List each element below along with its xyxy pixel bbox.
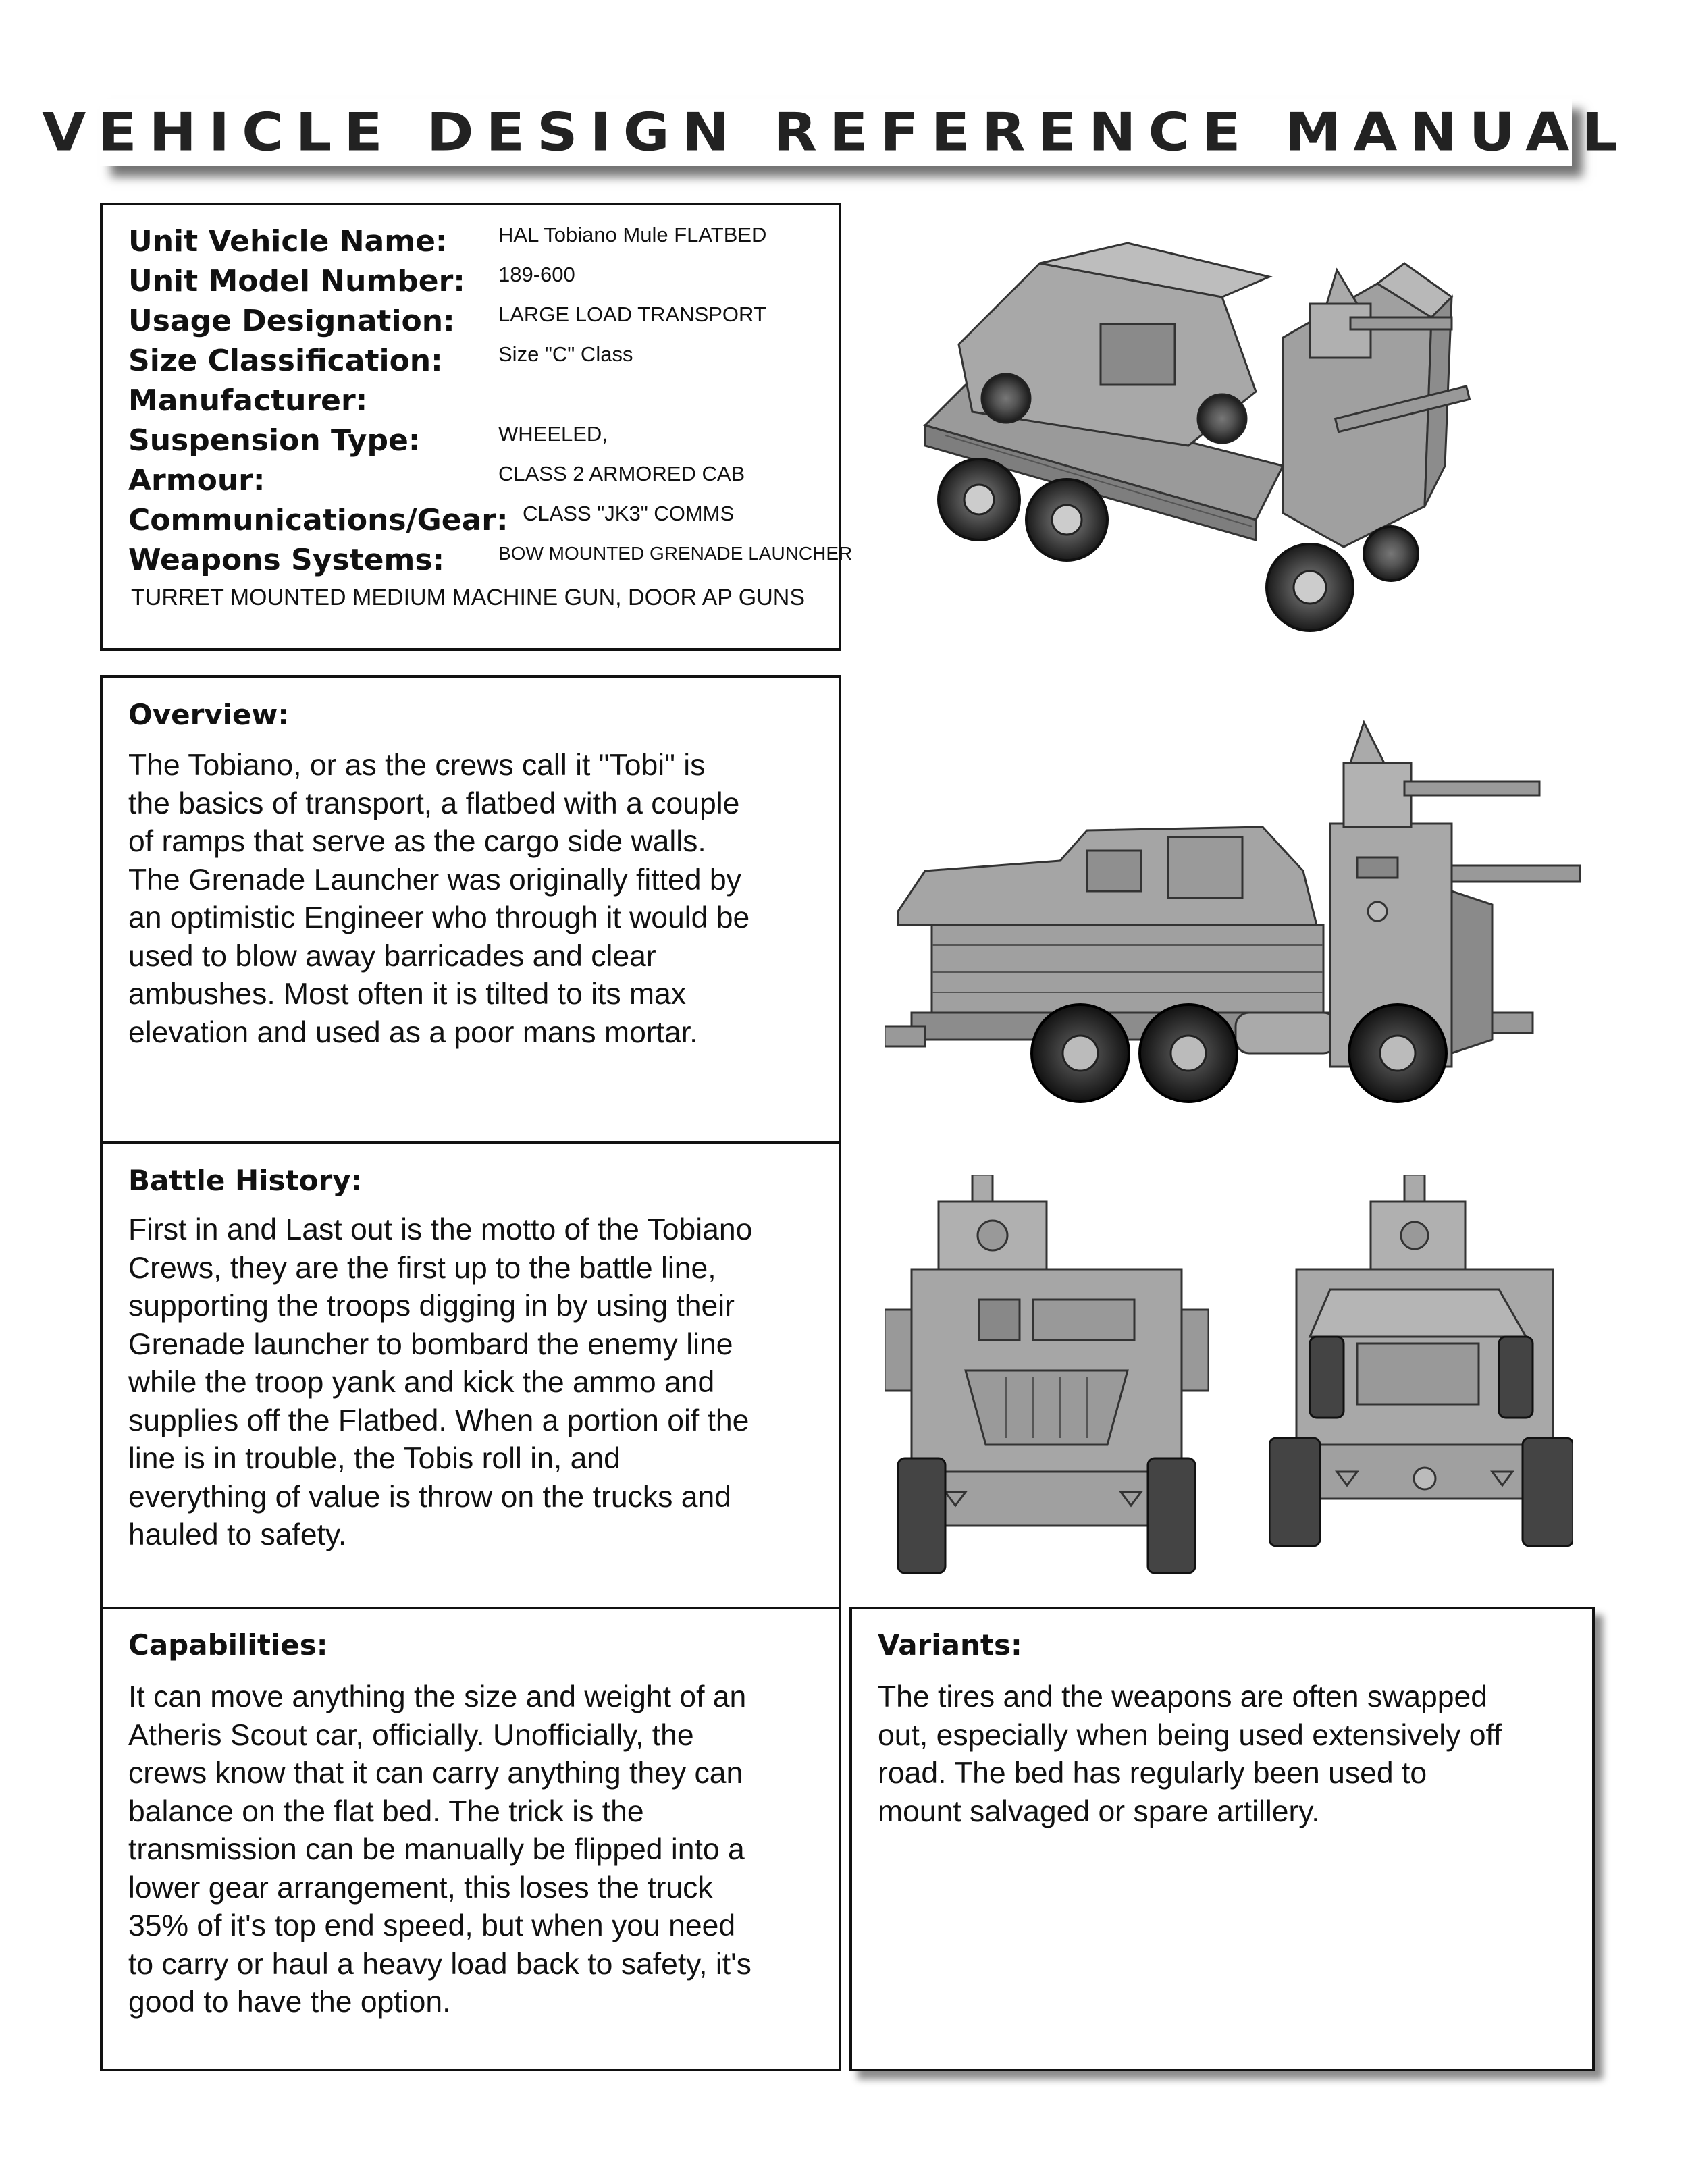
spec-label: Manufacturer:	[128, 383, 368, 418]
battle-history-section	[100, 1141, 841, 1609]
spec-value: BOW MOUNTED GRENADE LAUNCHER	[498, 543, 853, 564]
spec-row-size	[128, 342, 633, 383]
truck-side-illustration	[885, 716, 1587, 1148]
variants-section	[849, 1607, 1595, 2071]
spec-value: LARGE LOAD TRANSPORT	[498, 302, 766, 326]
spec-row-vehicle-name	[128, 223, 767, 263]
spec-row-model-number	[128, 263, 575, 303]
spec-value: WHEELED,	[498, 422, 608, 446]
capabilities-section	[100, 1607, 841, 2071]
spec-row-suspension	[128, 422, 608, 462]
spec-label: Communications/Gear:	[128, 503, 508, 537]
truck-isometric-illustration	[905, 223, 1553, 655]
spec-row-armour	[128, 462, 745, 502]
spec-box	[100, 203, 853, 651]
section-body: It can move anything the size and weight of an Atheris Scout car, officially. Unofficially, the crews know that it can carry anything they can balance on the flat bed. The trick is the transmission can be manually be flipped into a lower gear arrangement, this loses the truck 35% of it's top end speed, but when you need to carry or haul a heavy load back to safety, it's good to have the option.	[128, 1680, 751, 2019]
section-body: The Tobiano, or as the crews call it "Tobi" is the basics of transport, a flatbed with a couple of ramps that serve as the cargo side walls. The Grenade Launcher was originally fitted by an optimistic Engineer who through it would be used to blow away barricades and clear ambushes. Most often it is tilted to its max elevation and used as a poor mans mortar.	[128, 749, 750, 1049]
spec-row-weapons	[128, 543, 853, 582]
spec-row-comms	[128, 502, 735, 542]
spec-label: Weapons Systems:	[128, 543, 445, 577]
spec-label: Unit Model Number:	[128, 264, 465, 298]
truck-rear-illustration	[1269, 1175, 1573, 1553]
section-heading: Variants:	[878, 1628, 1022, 1661]
spec-row-usage	[128, 302, 766, 343]
spec-weapons-extra: TURRET MOUNTED MEDIUM MACHINE GUN, DOOR AP GUNS	[131, 585, 806, 610]
title-banner	[42, 99, 1630, 166]
spec-row-manufacturer	[128, 383, 367, 423]
spec-label: Unit Vehicle Name:	[128, 224, 448, 259]
spec-label: Armour:	[128, 463, 265, 498]
truck-front-illustration	[885, 1175, 1209, 1580]
section-heading: Battle History:	[128, 1164, 363, 1197]
spec-value: CLASS "JK3" COMMS	[523, 502, 735, 525]
spec-value: CLASS 2 ARMORED CAB	[498, 462, 745, 485]
spec-label: Usage Designation:	[128, 304, 455, 338]
spec-label: Size Classification:	[128, 344, 443, 378]
section-heading: Capabilities:	[128, 1628, 328, 1661]
section-body: The tires and the weapons are often swapped out, especially when being used extensively off road. The bed has regularly been used to mount salvaged or spare artillery.	[878, 1680, 1502, 1828]
spec-value: 189-600	[498, 263, 575, 286]
section-body: First in and Last out is the motto of the Tobiano Crews, they are the first up to the battle line, supporting the troops digging in by using their Grenade launcher to bombard the enemy line while the troop yank and kick the ammo and supplies off the Flatbed. When a portion oif the line is in trouble, the Tobis roll in, and everything of value is throw on the trucks and hauled to safety.	[128, 1213, 753, 1551]
page-title: VEHICLE DESIGN REFERENCE MANUAL	[42, 101, 1630, 163]
overview-section	[100, 675, 841, 1144]
spec-label: Suspension Type:	[128, 423, 421, 458]
spec-value: HAL Tobiano Mule FLATBED	[498, 223, 767, 246]
section-heading: Overview:	[128, 698, 290, 731]
spec-value: Size "C" Class	[498, 342, 633, 366]
